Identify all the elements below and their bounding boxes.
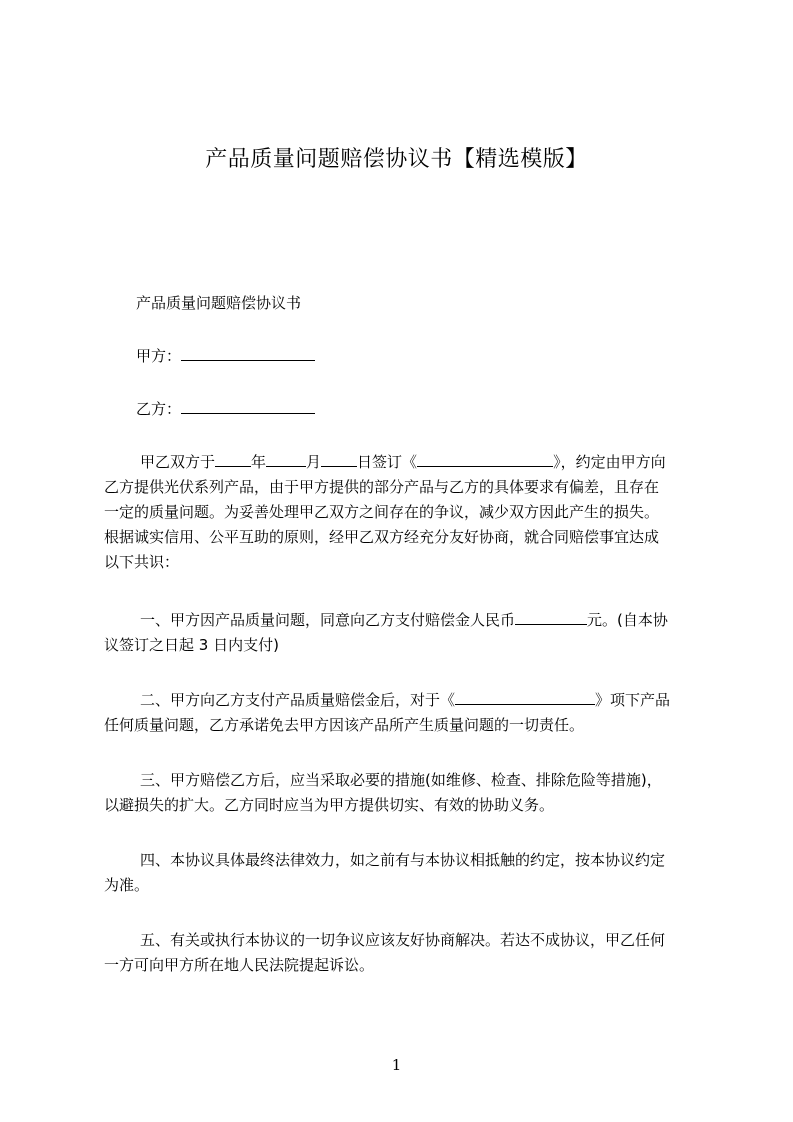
clause-row: 二、甲方向乙方支付产品质量赔偿金后，对于《 》项下产品 <box>140 691 671 709</box>
document-subtitle: 产品质量问题赔偿协议书 <box>136 294 302 312</box>
intro-row: 甲乙双方于 年 月 日签订《 》，约定由甲方向 <box>140 453 666 471</box>
document-title: 产品质量问题赔偿协议书【精选模版】 <box>205 147 588 172</box>
clause-1 <box>104 608 702 658</box>
clause-row: 以避损失的扩大。乙方同时应当为甲方提供切实、有效的协助义务。 <box>104 796 555 814</box>
page-number: 1 <box>391 1056 402 1074</box>
intro-row: 根据诚实信用、公平互助的原则，经甲乙双方经充分友好协商，就合同赔偿事宜达成 <box>104 528 660 546</box>
intro-row: 乙方提供光伏系列产品，由于甲方提供的部分产品与乙方的具体要求有偏差，且存在 <box>104 478 660 496</box>
clause-row: 议签订之日起 3 日内支付) <box>104 636 279 654</box>
clause-4 <box>104 848 702 898</box>
clause-row: 四、本协议具体最终法律效力，如之前有与本协议相抵触的约定，按本协议约定 <box>140 851 666 869</box>
party-b-line <box>136 398 315 419</box>
clause-row: 任何质量问题，乙方承诺免去甲方因该产品所产生质量问题的一切责任。 <box>104 716 585 734</box>
clause-2 <box>104 688 702 738</box>
clause-3 <box>104 768 702 818</box>
clause-row: 为准。 <box>104 876 150 894</box>
party-a-line <box>136 345 315 366</box>
clause-row: 一、甲方因产品质量问题，同意向乙方支付赔偿金人民币 元。(自本协 <box>140 611 668 629</box>
clause-5 <box>104 928 702 978</box>
party-b-blank <box>181 398 315 414</box>
party-b-label: 乙方： <box>136 400 182 418</box>
party-a-label: 甲方： <box>136 347 182 365</box>
clause-row: 三、甲方赔偿乙方后，应当采取必要的措施(如维修、检查、排除危险等措施)， <box>140 771 662 789</box>
intro-row: 以下共识： <box>104 553 180 571</box>
clause-row: 一方可向甲方所在地人民法院提起诉讼。 <box>104 956 375 974</box>
intro-row: 一定的质量问题。为妥善处理甲乙双方之间存在的争议，减少双方因此产生的损失。 <box>104 503 660 521</box>
intro-paragraph <box>104 450 702 575</box>
party-a-blank <box>181 345 315 361</box>
clause-row: 五、有关或执行本协议的一切争议应该友好协商解决。若达不成协议，甲乙任何 <box>140 931 666 949</box>
